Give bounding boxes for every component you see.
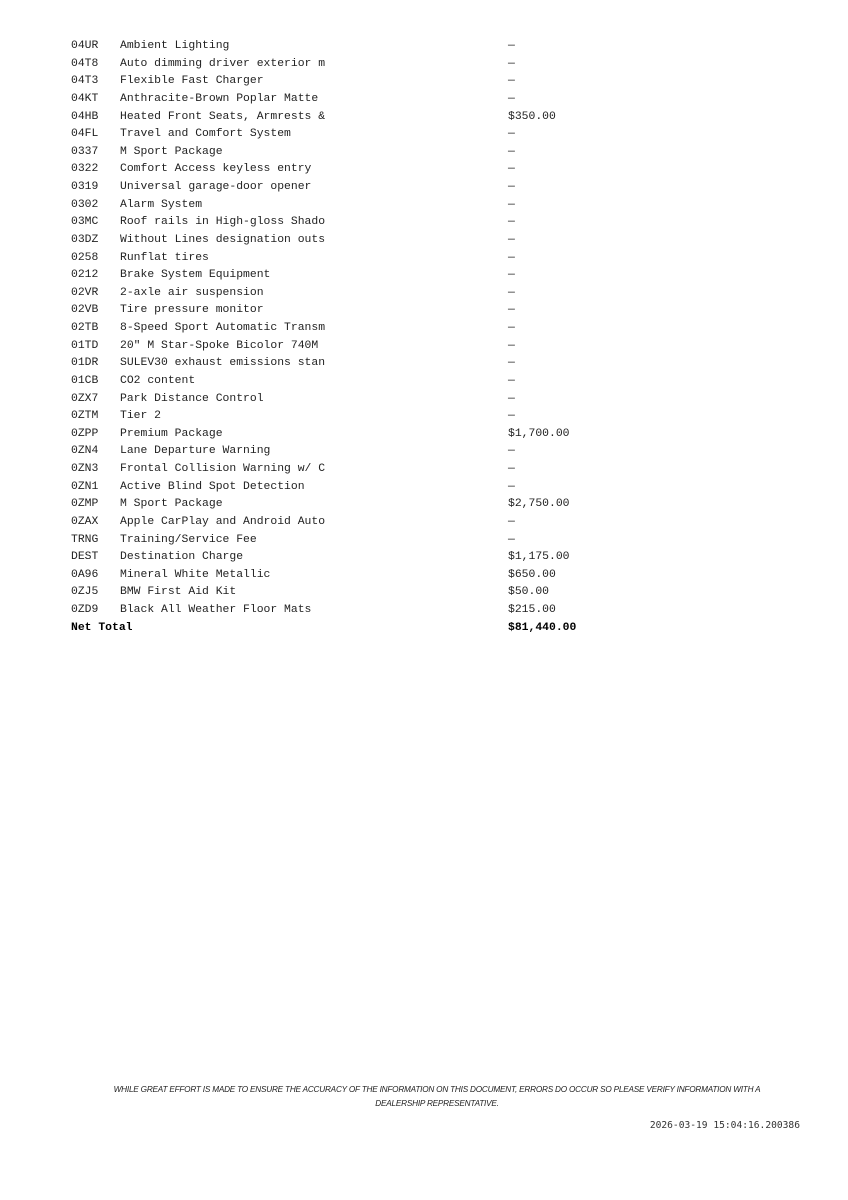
- option-code: 01DR: [71, 357, 99, 370]
- option-price: —: [508, 515, 515, 528]
- option-code: 03DZ: [71, 233, 99, 246]
- option-price: —: [508, 445, 515, 458]
- option-row: [71, 91, 631, 109]
- option-code: 0ZX7: [71, 392, 99, 405]
- option-code: DEST: [71, 551, 99, 564]
- option-row: [71, 161, 631, 179]
- option-description: Mineral White Metallic: [120, 568, 271, 581]
- option-price: —: [508, 463, 515, 475]
- option-code: 0319: [71, 181, 99, 193]
- option-row: [71, 549, 631, 567]
- option-price: —: [508, 269, 515, 282]
- option-row: [71, 584, 631, 602]
- option-price: $50.00: [508, 586, 550, 599]
- option-row: [71, 443, 631, 461]
- option-row: [71, 479, 631, 497]
- option-code: 0ZMP: [71, 498, 99, 511]
- option-code: 0337: [71, 145, 99, 158]
- option-row: [71, 232, 631, 250]
- option-code: 01TD: [71, 339, 99, 352]
- option-description: BMW First Aid Kit: [120, 586, 237, 599]
- option-price: —: [508, 304, 515, 317]
- option-description: SULEV30 exhaust emissions stan: [120, 357, 326, 370]
- option-description: Without Lines designation outs: [120, 233, 326, 246]
- disclaimer-line-1: WHILE GREAT EFFORT IS MADE TO ENSURE THE ACCURACY OF THE INFORMATION ON THIS DOCUMENT, ERRORS DO OCCUR SO PLEASE VERIFY INFORMATION WITH A: [113, 1085, 761, 1094]
- option-price: —: [508, 322, 515, 334]
- option-description: Apple CarPlay and Android Auto: [120, 515, 326, 528]
- option-code: 0ZN1: [71, 480, 99, 493]
- option-price: —: [508, 392, 515, 405]
- option-code: 0ZPP: [71, 427, 99, 440]
- option-description: Heated Front Seats, Armrests &: [120, 110, 326, 123]
- option-code: 0A96: [71, 568, 99, 581]
- option-code: 02VB: [71, 304, 99, 317]
- option-code: 02VR: [71, 286, 99, 299]
- option-price: —: [508, 163, 515, 176]
- option-price: —: [508, 145, 515, 158]
- option-row: [71, 302, 631, 320]
- option-description: Brake System Equipment: [120, 269, 271, 282]
- option-price: —: [508, 40, 515, 52]
- option-description: Runflat tires: [120, 251, 209, 264]
- option-description: Flexible Fast Charger: [120, 75, 264, 88]
- option-row: [71, 532, 631, 550]
- option-row: [71, 214, 631, 232]
- option-price: —: [508, 286, 515, 299]
- option-row: [71, 602, 631, 620]
- option-description: M Sport Package: [120, 145, 223, 158]
- option-code: 0ZN3: [71, 463, 99, 475]
- option-code: 0258: [71, 251, 99, 264]
- option-code: 01CB: [71, 374, 99, 387]
- option-code: 0ZJ5: [71, 586, 99, 599]
- option-price: —: [508, 480, 515, 493]
- options-list: [71, 38, 631, 637]
- option-description: Destination Charge: [120, 551, 244, 564]
- option-row: [71, 373, 631, 391]
- option-row: [71, 267, 631, 285]
- option-description: M Sport Package: [120, 498, 223, 511]
- option-code: 02TB: [71, 322, 99, 334]
- option-description: Black All Weather Floor Mats: [120, 604, 312, 616]
- option-row: [71, 567, 631, 585]
- option-price: —: [508, 533, 515, 546]
- option-description: CO2 content: [120, 374, 196, 387]
- option-code: 0ZD9: [71, 604, 99, 616]
- option-row: [71, 197, 631, 215]
- option-price: $650.00: [508, 568, 556, 581]
- option-code: 03MC: [71, 216, 99, 229]
- option-row: [71, 285, 631, 303]
- option-price: —: [508, 374, 515, 387]
- option-description: Roof rails in High-gloss Shado: [120, 216, 326, 229]
- option-row: [71, 408, 631, 426]
- option-code: 0ZN4: [71, 445, 99, 458]
- option-description: Premium Package: [120, 427, 223, 440]
- timestamp: 2026-03-19 15:04:16.200386: [649, 1120, 800, 1131]
- option-description: 8-Speed Sport Automatic Transm: [120, 322, 326, 334]
- disclaimer: [70, 1083, 804, 1111]
- option-row: [71, 73, 631, 91]
- option-description: Universal garage-door opener: [120, 181, 312, 193]
- option-description: Training/Service Fee: [120, 533, 257, 546]
- disclaimer-line-2: DEALERSHIP REPRESENTATIVE.: [375, 1099, 499, 1108]
- option-price: —: [508, 357, 515, 370]
- option-description: Anthracite-Brown Poplar Matte: [120, 92, 319, 105]
- option-code: 04UR: [71, 40, 99, 52]
- option-row: [71, 391, 631, 409]
- option-price: $215.00: [508, 604, 556, 616]
- option-row: [71, 38, 631, 56]
- net-total-price: $81,440.00: [508, 621, 577, 634]
- option-row: [71, 426, 631, 444]
- option-row: [71, 355, 631, 373]
- option-code: 04T8: [71, 57, 99, 70]
- option-code: 04HB: [71, 110, 99, 123]
- option-code: 0212: [71, 269, 99, 282]
- option-row: [71, 179, 631, 197]
- option-code: 0302: [71, 198, 99, 211]
- option-description: Alarm System: [120, 198, 203, 211]
- option-description: Ambient Lighting: [120, 40, 230, 52]
- option-description: Comfort Access keyless entry: [120, 163, 312, 176]
- option-row: [71, 109, 631, 127]
- option-row: [71, 56, 631, 74]
- option-price: —: [508, 181, 515, 193]
- option-price: —: [508, 233, 515, 246]
- option-code: TRNG: [71, 533, 99, 546]
- option-description: Tier 2: [120, 410, 162, 423]
- option-price: —: [508, 251, 515, 264]
- option-row: [71, 250, 631, 268]
- net-total-row: [71, 620, 631, 638]
- net-total-label: Net Total: [71, 621, 133, 634]
- option-code: 0ZTM: [71, 410, 99, 423]
- option-description: Active Blind Spot Detection: [120, 480, 305, 493]
- option-description: Auto dimming driver exterior m: [120, 57, 326, 70]
- option-description: Tire pressure monitor: [120, 304, 264, 317]
- option-row: [71, 320, 631, 338]
- option-row: [71, 126, 631, 144]
- option-price: —: [508, 339, 515, 352]
- option-code: 04T3: [71, 75, 99, 88]
- option-row: [71, 514, 631, 532]
- option-price: —: [508, 57, 515, 70]
- option-description: Lane Departure Warning: [120, 445, 271, 458]
- option-code: 04KT: [71, 92, 99, 105]
- option-price: $350.00: [508, 110, 556, 123]
- option-price: —: [508, 216, 515, 229]
- option-description: Frontal Collision Warning w/ C: [120, 463, 326, 475]
- option-price: —: [508, 128, 515, 141]
- option-price: $1,175.00: [508, 551, 570, 564]
- option-description: 20" M Star-Spoke Bicolor 740M: [120, 339, 319, 352]
- option-code: 0322: [71, 163, 99, 176]
- option-description: Travel and Comfort System: [120, 128, 291, 141]
- option-price: —: [508, 410, 515, 423]
- option-row: [71, 338, 631, 356]
- option-row: [71, 144, 631, 162]
- option-price: $1,700.00: [508, 427, 570, 440]
- option-price: $2,750.00: [508, 498, 570, 511]
- option-price: —: [508, 92, 515, 105]
- option-row: [71, 461, 631, 479]
- option-description: Park Distance Control: [120, 392, 264, 405]
- option-price: —: [508, 198, 515, 211]
- option-description: 2-axle air suspension: [120, 286, 264, 299]
- option-price: —: [508, 75, 515, 88]
- option-code: 0ZAX: [71, 515, 99, 528]
- option-row: [71, 496, 631, 514]
- option-code: 04FL: [71, 128, 99, 141]
